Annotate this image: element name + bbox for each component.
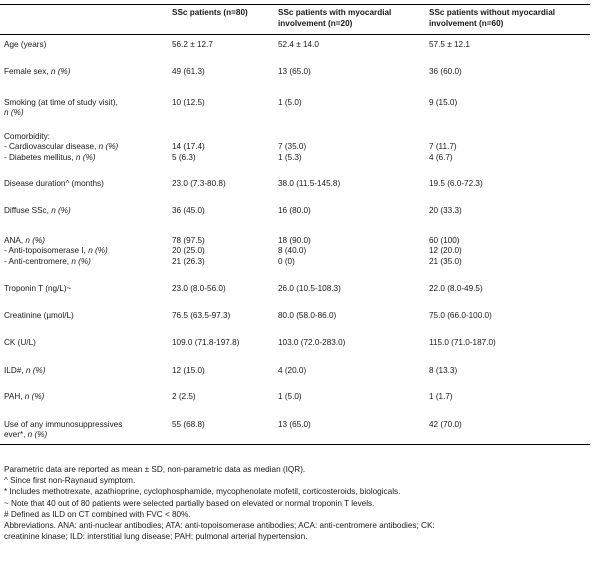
cell-with: 18 (90.0) 8 (40.0) 0 (0) <box>278 235 311 266</box>
row-label: Troponin T (ng/L)~ <box>4 283 72 293</box>
header-all-patients: SSc patients (n=80) <box>172 8 248 17</box>
row-label: Comorbidity: - Cardiovascular disease, n (%) - Diabetes mellitus, n (%) <box>4 131 119 162</box>
cell-all: 78 (97.5) 20 (25.0) 21 (26.3) <box>172 235 205 266</box>
cell-without: 36 (60.0) <box>429 66 462 76</box>
footnote-immunosuppressives: * Includes methotrexate, azathioprine, cyclophosphamide, mycophenolate mofetil, corticosteroids, biologicals. <box>4 487 401 497</box>
header-row <box>0 5 590 35</box>
cell-with: 1 (5.0) <box>278 97 302 107</box>
row-label: Disease duration^ (months) <box>4 178 104 188</box>
cell-all: 55 (68.8) <box>172 419 205 429</box>
cell-with: 13 (65.0) <box>278 66 311 76</box>
cell-all: 10 (12.5) <box>172 97 205 107</box>
cell-all: 76.5 (63.5-97.3) <box>172 310 231 320</box>
table-row <box>0 307 590 334</box>
cell-without: 1 (1.7) <box>429 391 453 401</box>
cell-without: 75.0 (66.0-100.0) <box>429 310 492 320</box>
table-row <box>0 280 590 307</box>
cell-all: 36 (45.0) <box>172 205 205 215</box>
row-label: CK (U/L) <box>4 337 36 347</box>
cell-without: 19.5 (6.0-72.3) <box>429 178 483 188</box>
table-row <box>0 35 590 66</box>
table-row <box>0 205 590 235</box>
footnote-ild: # Defined as ILD on CT combined with FVC < 80%. <box>4 509 191 519</box>
table-row <box>0 131 590 178</box>
footnote-parametric: Parametric data are reported as mean ± SD, non-parametric data as median (IQR). <box>4 465 306 474</box>
cell-without: 7 (11.7) 4 (6.7) <box>429 142 457 162</box>
cell-without: 42 (70.0) <box>429 419 462 429</box>
cell-without: 60 (100) 12 (20.0) 21 (35.0) <box>429 235 462 266</box>
row-label: Diffuse SSc, n (%) <box>4 205 71 215</box>
cell-all: 12 (15.0) <box>172 365 205 375</box>
row-label: Use of any immunosuppressives ever*, n (%) <box>4 419 123 440</box>
cell-all: 23.0 (7.3-80.8) <box>172 178 226 188</box>
row-label: Smoking (at time of study visit), n (%) <box>4 97 118 118</box>
cell-without: 57.5 ± 12.1 <box>429 40 470 50</box>
table-row <box>0 97 590 131</box>
table-row <box>0 235 590 280</box>
table-row <box>0 66 590 97</box>
cell-all: 49 (61.3) <box>172 66 205 76</box>
cell-without: 22.0 (8.0-49.5) <box>429 283 483 293</box>
cell-with: 7 (35.0) 1 (5.3) <box>278 142 307 162</box>
header-empty <box>0 5 168 35</box>
table-row <box>0 415 590 445</box>
row-label: ILD#, n (%) <box>4 365 46 375</box>
row-label: Age (years) <box>4 40 47 50</box>
row-label: Creatinine (µmol/L) <box>4 310 74 320</box>
cell-with: 80.0 (58.0-86.0) <box>278 310 337 320</box>
cell-with: 103.0 (72.0-283.0) <box>278 337 346 347</box>
footnote-abbreviations-cont: creatinine kinase; ILD: interstitial lung disease; PAH: pulmonal arterial hypertension. <box>4 532 308 542</box>
cell-all: 109.0 (71.8-197.8) <box>172 337 240 347</box>
cell-with: 26.0 (10.5-108.3) <box>278 283 341 293</box>
cell-all: 56.2 ± 12.7 <box>172 40 213 50</box>
characteristics-table <box>0 4 590 445</box>
cell-without: 20 (33.3) <box>429 205 462 215</box>
cell-without: 115.0 (71.0-187.0) <box>429 337 496 347</box>
footnote-duration: ^ Since first non-Raynaud symptom. <box>4 476 136 486</box>
cell-with: 38.0 (11.5-145.8) <box>278 178 341 188</box>
header-without-myocardial: SSc patients without myocardial involvement (n=60) <box>429 8 556 28</box>
table-row <box>0 334 590 362</box>
cell-with: 1 (5.0) <box>278 391 302 401</box>
table-row <box>0 178 590 205</box>
footnote-troponin: ~ Note that 40 out of 80 patients were selected partially based on elevated or normal troponin T levels. <box>4 498 375 508</box>
cell-with: 13 (65.0) <box>278 419 311 429</box>
row-label: PAH, n (%) <box>4 391 45 401</box>
header-with-myocardial: SSc patients with myocardial involvement (n=20) <box>278 8 392 28</box>
cell-all: 2 (2.5) <box>172 391 196 401</box>
cell-without: 9 (15.0) <box>429 97 458 107</box>
cell-with: 16 (80.0) <box>278 205 311 215</box>
row-label: ANA, n (%) - Anti-topoisomerase I, n (%) - Anti-centromere, n (%) <box>4 235 108 266</box>
table-row <box>0 362 590 388</box>
row-label: Female sex, n (%) <box>4 66 71 76</box>
table-footnotes <box>4 464 590 542</box>
cell-with: 52.4 ± 14.0 <box>278 40 319 50</box>
footnote-abbreviations: Abbreviations. ANA: anti-nuclear antibodies; ATA: anti-topoisomerase antibodies; ACA: anti-centromere antibodies; CK: <box>4 521 435 531</box>
cell-with: 4 (20.0) <box>278 365 307 375</box>
cell-all: 14 (17.4) 5 (6.3) <box>172 142 205 162</box>
cell-without: 8 (13.3) <box>429 365 458 375</box>
cell-all: 23.0 (8.0-56.0) <box>172 283 226 293</box>
table-row <box>0 388 590 415</box>
